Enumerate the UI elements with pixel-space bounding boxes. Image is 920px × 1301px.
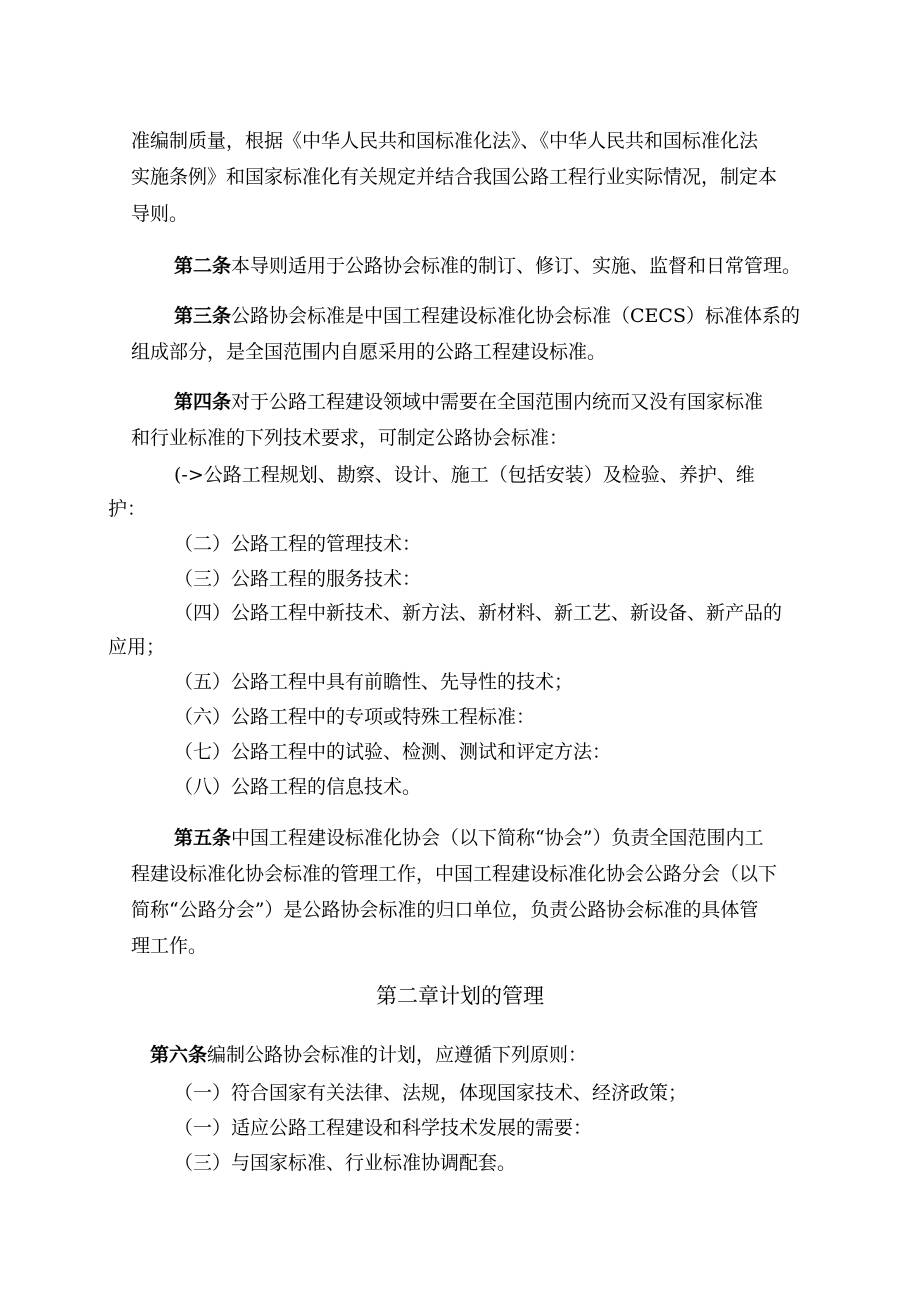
article-text: 组成部分，是全国范围内自愿采用的公路工程建设标准。 (131, 341, 607, 363)
article-2 (174, 253, 801, 279)
article-text: 本导则适用于公路协会标准的制订、修订、实施、监督和日常管理。 (231, 255, 802, 277)
list-item (174, 462, 755, 488)
list-item (108, 496, 146, 522)
article-text: 中国工程建设标准化协会（以下简称“协会”）负责全国范围内工 (231, 827, 764, 849)
list-item-text: （二）公路工程的管理技术： (174, 533, 422, 555)
article-text: 和行业标准的下列技术要求，可制定公路协会标准： (131, 427, 569, 449)
list-item (174, 669, 573, 695)
article-text: 编制公路协会标准的计划，应遵循下列原则： (207, 1044, 588, 1066)
list-item-text: 应用； (108, 636, 166, 658)
article-text: 程建设标准化协会标准的管理工作，中国工程建设标准化协会公路分会（以下 (131, 863, 778, 885)
article-text: 对于公路工程建设领域中需要在全国范围内统而又没有国家标准 (231, 391, 764, 413)
paragraph-line (131, 933, 207, 959)
paragraph-line (131, 425, 568, 451)
chapter-title: 第二章计划的管理 (376, 984, 544, 1008)
list-item (174, 1115, 592, 1141)
paragraph-line (131, 861, 777, 887)
paragraph-line (131, 128, 809, 154)
list-item-text: （八）公路工程的信息技术。 (174, 776, 422, 798)
list-item (174, 739, 611, 765)
article-5 (174, 825, 763, 851)
paragraph-text: 准编制质量，根据《中华人民共和国标准化法》、《中华人民共和国标准化法 (131, 130, 759, 152)
article-3 (174, 303, 800, 329)
list-item (174, 1080, 687, 1106)
list-item-text: （一）符合国家有关法律、法规，体现国家技术、经济政策； (174, 1082, 688, 1104)
list-item-text: (->公路工程规划、勘察、设计、施工（包括安装）及检验、养护、维 (174, 464, 755, 486)
list-item-text: 护： (108, 498, 147, 520)
list-item-text: （六）公路工程中的专项或特殊工程标准： (174, 706, 536, 728)
list-item (174, 774, 421, 800)
article-heading: 第二条 (174, 255, 232, 277)
article-text: 公路协会标准是中国工程建设标准化协会标准（CECS）标准体系的 (231, 305, 800, 327)
list-item-text: （三）公路工程的服务技术： (174, 568, 422, 590)
list-item (174, 600, 782, 626)
list-item-text: （四）公路工程中新技术、新方法、新材料、新工艺、新设备、新产品的 (174, 602, 783, 624)
list-item (108, 634, 165, 660)
article-heading: 第六条 (150, 1044, 208, 1066)
paragraph-line (131, 339, 606, 365)
article-heading: 第五条 (174, 827, 232, 849)
list-item-text: （三）与国家标准、行业标准协调配套。 (174, 1152, 517, 1174)
article-text: 简称“公路分会”）是公路协会标准的归口单位，负责公路协会标准的具体管 (131, 899, 759, 921)
paragraph-line (131, 201, 188, 227)
paragraph-line (131, 897, 758, 923)
list-item (174, 1150, 516, 1176)
paragraph-text: 实施条例》和国家标准化有关规定并结合我国公路工程行业实际情况，制定本 (131, 166, 778, 188)
paragraph-line (131, 164, 777, 190)
list-item-text: （一）适应公路工程建设和科学技术发展的需要： (174, 1117, 593, 1139)
article-text: 理工作。 (131, 935, 208, 957)
list-item-text: （七）公路工程中的试验、检测、测试和评定方法： (174, 741, 612, 763)
article-6 (150, 1042, 587, 1068)
list-item (174, 531, 421, 557)
list-item (174, 704, 535, 730)
list-item (174, 566, 421, 592)
article-heading: 第四条 (174, 391, 232, 413)
list-item-text: （五）公路工程中具有前瞻性、先导性的技术； (174, 671, 574, 693)
paragraph-text: 导则。 (131, 203, 189, 225)
article-4 (174, 389, 763, 415)
article-heading: 第三条 (174, 305, 232, 327)
